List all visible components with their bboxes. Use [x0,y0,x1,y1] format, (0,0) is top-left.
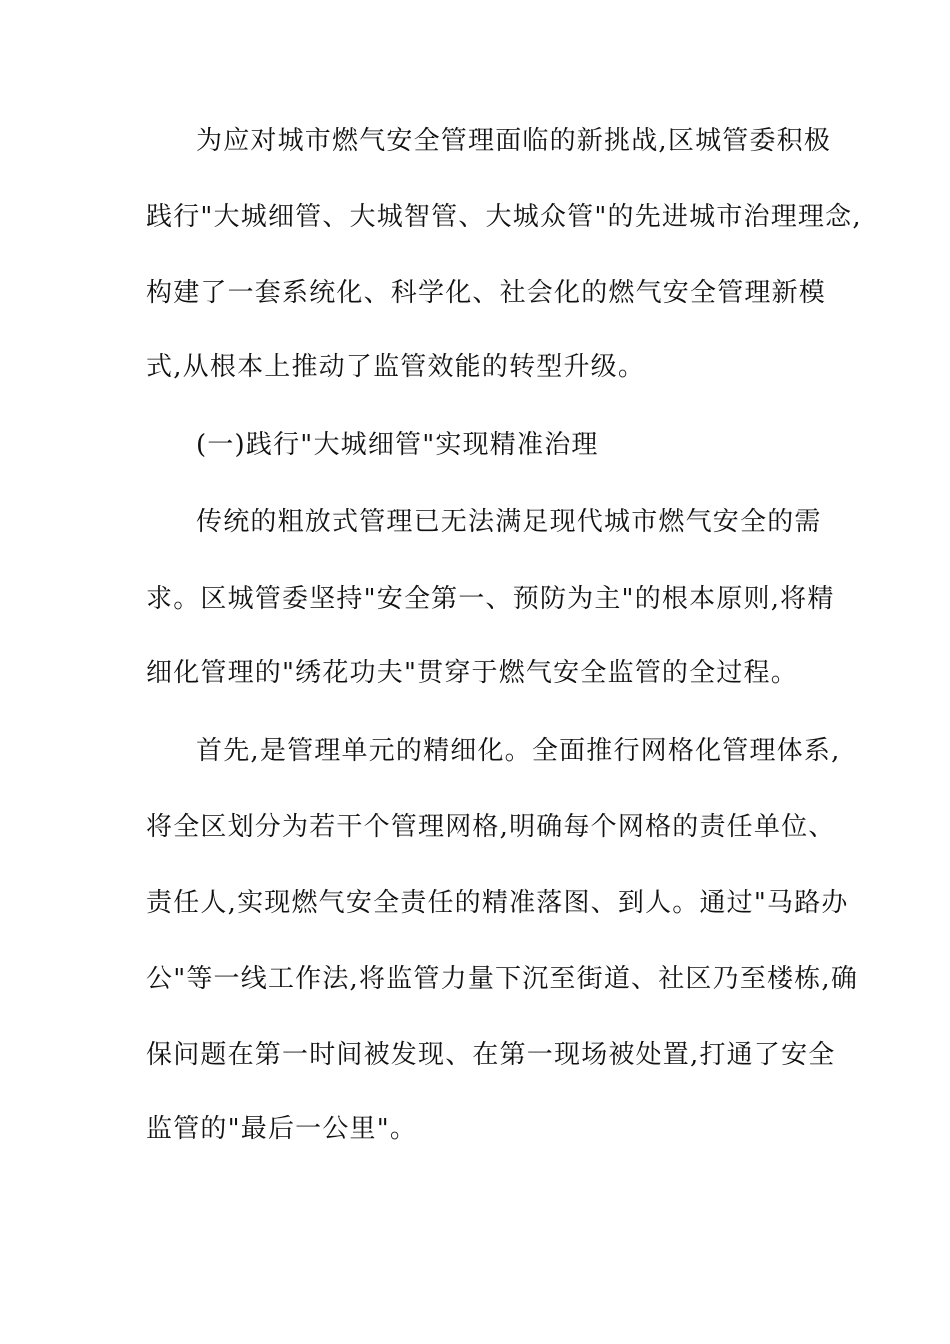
paragraph-1-line-4: 式,从根本上推动了监管效能的转型升级。 [146,352,646,382]
paragraph-2-line-1: 传统的粗放式管理已无法满足现代城市燃气安全的需 [196,507,822,537]
paragraph-2-line-3: 细化管理的"绣花功夫"贯穿于燃气安全监管的全过程。 [146,658,798,688]
paragraph-3-line-6: 监管的"最后一公里"。 [146,1114,418,1144]
paragraph-3-line-4: 公"等一线工作法,将监管力量下沉至街道、社区乃至楼栋,确 [146,964,859,994]
paragraph-3-line-2: 将全区划分为若干个管理网格,明确每个网格的责任单位、 [146,812,836,842]
paragraph-1-line-3: 构建了一套系统化、科学化、社会化的燃气安全管理新模 [146,278,827,308]
paragraph-1-line-1: 为应对城市燃气安全管理面临的新挑战,区城管委积极 [196,126,832,156]
paragraph-3-line-5: 保问题在第一时间被发现、在第一现场被处置,打通了安全 [146,1040,836,1070]
paragraph-3-line-3: 责任人,实现燃气安全责任的精准落图、到人。通过"马路办 [146,888,849,918]
paragraph-2-line-2: 求。区城管委坚持"安全第一、预防为主"的根本原则,将精 [146,584,835,614]
paragraph-1-line-2: 践行"大城细管、大城智管、大城众管"的先进城市治理理念, [146,202,862,232]
section-heading: (一)践行"大城细管"实现精准治理 [196,430,599,460]
paragraph-3-line-1: 首先,是管理单元的精细化。全面推行网格化管理体系, [196,736,841,766]
